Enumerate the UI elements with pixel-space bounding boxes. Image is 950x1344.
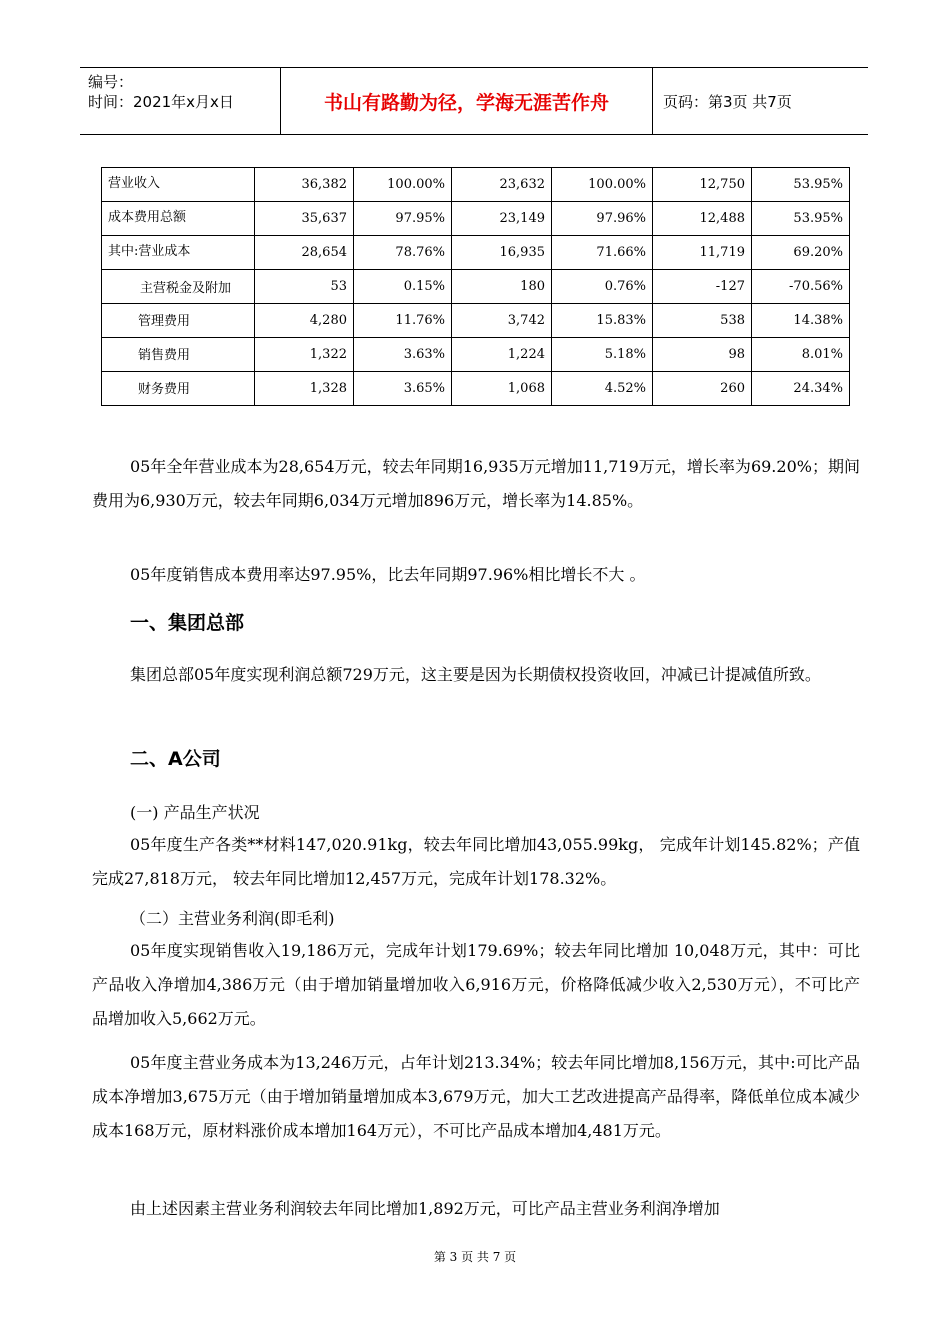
row-label: 销售费用 bbox=[102, 338, 255, 372]
table-row bbox=[102, 304, 850, 338]
table-cell: 1,068 bbox=[452, 372, 552, 406]
table-cell: 97.95% bbox=[354, 202, 452, 236]
table-cell: 16,935 bbox=[452, 236, 552, 270]
table-cell: 12,488 bbox=[653, 202, 752, 236]
table-row bbox=[102, 236, 850, 270]
table-row bbox=[102, 372, 850, 406]
paragraph-cost-ratio: 05年度销售成本费用率达97.95%，比去年同期97.96%相比增长不大 。 bbox=[130, 565, 646, 584]
table-cell: 100.00% bbox=[354, 168, 452, 202]
table-cell: 23,149 bbox=[452, 202, 552, 236]
table-row bbox=[102, 168, 850, 202]
row-label: 成本费用总额 bbox=[102, 202, 255, 236]
table-cell: 98 bbox=[653, 338, 752, 372]
row-label: 管理费用 bbox=[102, 304, 255, 338]
document-code-label: 编号： bbox=[88, 73, 134, 91]
table-cell: 15.83% bbox=[552, 304, 653, 338]
table-cell: 3.65% bbox=[354, 372, 452, 406]
table-cell: 0.15% bbox=[354, 270, 452, 304]
paragraph-production: 05年度生产各类**材料147,020.91kg，较去年同比增加43,055.99kg， 完成年计划145.82%；产值完成27,818万元， 较去年同比增加12,457万元，完成年计划178.32%。 bbox=[92, 835, 860, 888]
subheading-production: (一) 产品生产状况 bbox=[130, 803, 260, 822]
document-time-label: 时间：2021年x月x日 bbox=[88, 93, 234, 111]
table-cell: 4.52% bbox=[552, 372, 653, 406]
table-cell: -70.56% bbox=[752, 270, 850, 304]
table-cell: 180 bbox=[452, 270, 552, 304]
table-cell: 53 bbox=[255, 270, 354, 304]
header-page-label: 页码：第3页 共7页 bbox=[663, 92, 792, 111]
table-cell: 69.20% bbox=[752, 236, 850, 270]
paragraph-group-hq: 集团总部05年度实现利润总额729万元，这主要是因为长期债权投资收回，冲减已计提减值所致。 bbox=[130, 665, 821, 684]
row-label: 其中:营业成本 bbox=[102, 236, 255, 270]
table-row bbox=[102, 270, 850, 304]
section-heading-company-a: 二、A公司 bbox=[130, 748, 221, 770]
paragraph-operating-cost: 05年全年营业成本为28,654万元，较去年同期16,935万元增加11,719万元，增长率为69.20%；期间费用为6,930万元，较去年同期6,034万元增加896万元，增长率为14.85%。 bbox=[92, 457, 860, 510]
table-cell: 24.34% bbox=[752, 372, 850, 406]
table-cell: 11.76% bbox=[354, 304, 452, 338]
table-cell: 36,382 bbox=[255, 168, 354, 202]
table-cell: 53.95% bbox=[752, 168, 850, 202]
table-cell: -127 bbox=[653, 270, 752, 304]
paragraph-business-cost: 05年度主营业务成本为13,246万元，占年计划213.34%；较去年同比增加8,156万元，其中:可比产品成本净增加3,675万元（由于增加销量增加成本3,679万元，加大工艺改进提高产品得率，降低单位成本减少成本168万元，原材料涨价成本增加164万元），不可比产品成本增加4,481万元。 bbox=[92, 1053, 860, 1140]
table-cell: 71.66% bbox=[552, 236, 653, 270]
page-header bbox=[80, 67, 868, 135]
table-cell: 78.76% bbox=[354, 236, 452, 270]
table-cell: 97.96% bbox=[552, 202, 653, 236]
table-cell: 3.63% bbox=[354, 338, 452, 372]
page-footer: 第 3 页 共 7 页 bbox=[433, 1250, 517, 1264]
section-heading-group-hq: 一、集团总部 bbox=[130, 612, 245, 634]
paragraph-profit-change: 由上述因素主营业务利润较去年同比增加1,892万元，可比产品主营业务利润净增加 bbox=[130, 1199, 720, 1218]
table-cell: 1,322 bbox=[255, 338, 354, 372]
table-cell: 260 bbox=[653, 372, 752, 406]
table-cell: 53.95% bbox=[752, 202, 850, 236]
table-cell: 4,280 bbox=[255, 304, 354, 338]
row-label: 主营税金及附加 bbox=[102, 270, 255, 304]
header-meta bbox=[80, 68, 281, 134]
table-cell: 5.18% bbox=[552, 338, 653, 372]
table-cell: 11,719 bbox=[653, 236, 752, 270]
table-row bbox=[102, 338, 850, 372]
paragraph-sales-revenue: 05年度实现销售收入19,186万元，完成年计划179.69%；较去年同比增加 10,048万元，其中：可比产品收入净增加4,386万元（由于增加销量增加收入6,916万元，价格降低减少收入2,530万元），不可比产品增加收入5,662万元。 bbox=[92, 941, 860, 1028]
table-cell: 0.76% bbox=[552, 270, 653, 304]
table-cell: 28,654 bbox=[255, 236, 354, 270]
subheading-gross-profit: （二）主营业务利润(即毛利) bbox=[130, 909, 335, 928]
table-cell: 14.38% bbox=[752, 304, 850, 338]
table-cell: 538 bbox=[653, 304, 752, 338]
table-cell: 3,742 bbox=[452, 304, 552, 338]
table-cell: 1,224 bbox=[452, 338, 552, 372]
row-label: 财务费用 bbox=[102, 372, 255, 406]
table-cell: 8.01% bbox=[752, 338, 850, 372]
table-cell: 12,750 bbox=[653, 168, 752, 202]
table-cell: 35,637 bbox=[255, 202, 354, 236]
table-cell: 23,632 bbox=[452, 168, 552, 202]
financial-table bbox=[101, 167, 850, 406]
table-row bbox=[102, 202, 850, 236]
header-motto: 书山有路勤为径，学海无涯苦作舟 bbox=[281, 68, 653, 134]
table-cell: 1,328 bbox=[255, 372, 354, 406]
row-label: 营业收入 bbox=[102, 168, 255, 202]
table-cell: 100.00% bbox=[552, 168, 653, 202]
